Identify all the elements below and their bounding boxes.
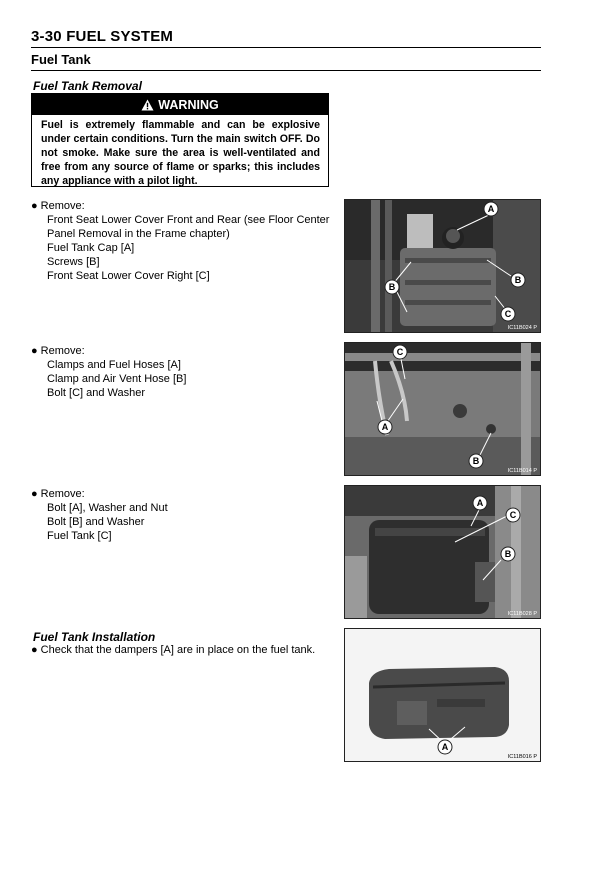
figure-label: C (509, 510, 517, 520)
figure-fuel-tank-cover (344, 199, 541, 333)
step-item: Fuel Tank Cap [A] (47, 241, 135, 254)
step-item: Bolt [C] and Washer (47, 386, 146, 399)
figure-label: A (487, 204, 495, 214)
step-item: Fuel Tank [C] (47, 529, 112, 542)
step-item: Clamp and Air Vent Hose [B] (47, 372, 187, 385)
bullet-icon: ● (31, 345, 38, 357)
figure-label: B (472, 456, 480, 466)
figure-label: A (441, 742, 449, 752)
removal-title: Fuel Tank Removal (33, 79, 142, 93)
figure-label: B (514, 275, 522, 285)
step-item: Screws [B] (47, 255, 100, 268)
step-item: Clamps and Fuel Hoses [A] (47, 358, 181, 371)
figure-label: C (504, 309, 512, 319)
bullet-icon: ● (31, 200, 38, 212)
header-rule (31, 47, 541, 48)
removal-step-1 (31, 200, 335, 283)
section-rule (31, 70, 541, 71)
bullet-icon: ● (31, 488, 38, 500)
figure-fuel-tank-bolts (344, 485, 541, 619)
removal-step-3 (31, 488, 335, 544)
warning-text: Fuel is extremely flammable and can be explosive under certain conditions. Turn the main switch OFF. Do not smoke. Make sure the area is well-ventilated and free from any source of flame or sparks; this includes any appliance with a pilot light. (41, 119, 320, 187)
figure-code: IC11B014 P (507, 468, 537, 474)
removal-step-2 (31, 345, 335, 401)
bullet-icon: ● (31, 644, 38, 656)
figure-code: IC11B016 P (507, 754, 537, 760)
figure-fuel-hoses (344, 342, 541, 476)
figure-code: IC11B028 P (507, 611, 537, 617)
figure-label: B (504, 549, 512, 559)
step-text: Check that the dampers [A] are in place on the fuel tank. (40, 644, 316, 656)
step-item: Bolt [B] and Washer (47, 515, 145, 528)
figure-label: A (476, 498, 484, 508)
figure-label: A (381, 422, 389, 432)
section-title: Fuel Tank (31, 52, 91, 67)
step-item: Bolt [A], Washer and Nut (47, 501, 168, 514)
step-heading: Remove: (40, 488, 85, 500)
page-title: 3-30 FUEL SYSTEM (31, 28, 174, 45)
figure-code: IC11B024 P (507, 325, 537, 331)
installation-title: Fuel Tank Installation (33, 630, 156, 644)
figure-label: C (396, 347, 404, 357)
step-heading: Remove: (40, 345, 85, 357)
warning-triangle-icon (141, 99, 154, 111)
step-item: Front Seat Lower Cover Front and Rear (see Floor Center Panel Removal in the Frame chapter) (47, 213, 330, 240)
warning-header (32, 94, 328, 115)
step-item: Front Seat Lower Cover Right [C] (47, 269, 210, 282)
figure-fuel-tank-dampers (344, 628, 541, 762)
step-heading: Remove: (40, 200, 85, 212)
warning-heading: WARNING (158, 97, 219, 112)
warning-box (31, 93, 329, 187)
installation-step-1 (31, 644, 335, 658)
figure-label: B (388, 282, 396, 292)
